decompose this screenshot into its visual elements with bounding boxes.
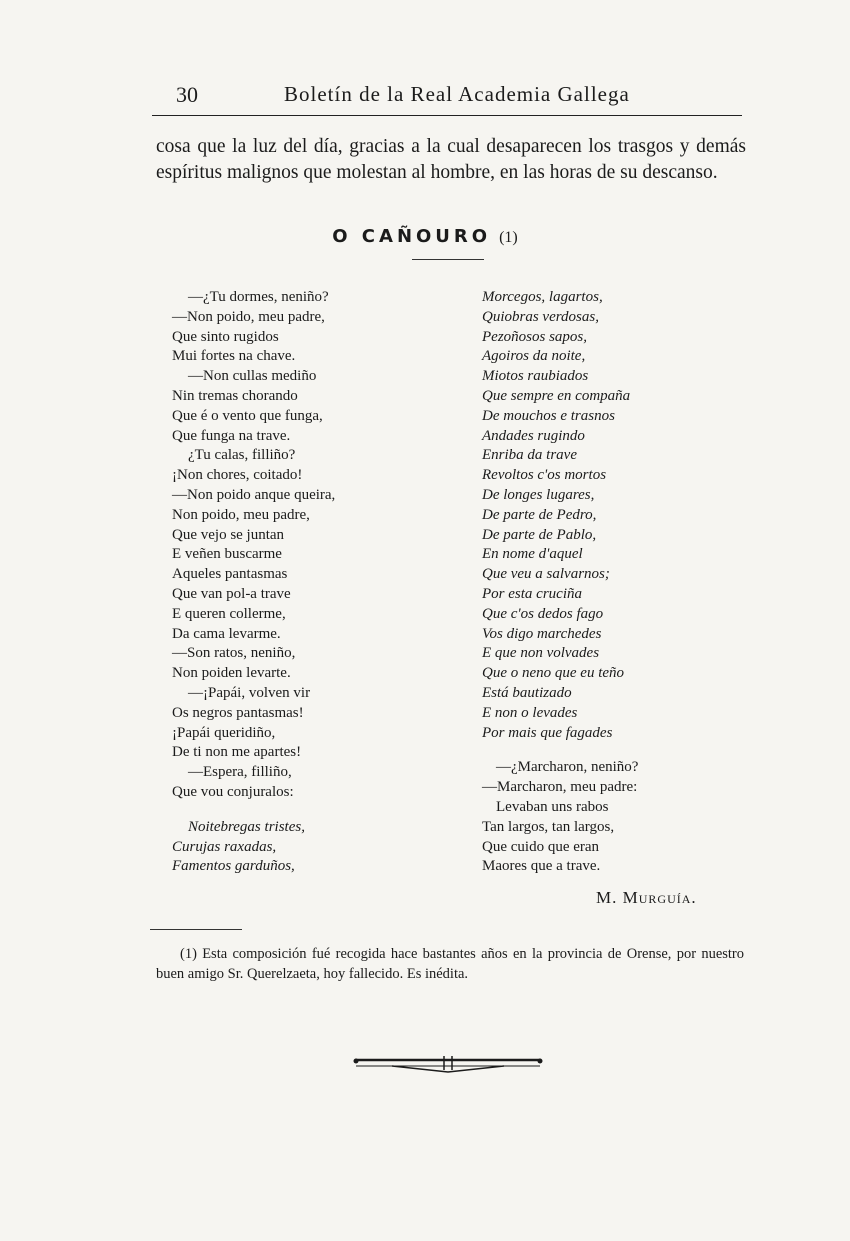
verse-line: De ti non me apartes! — [172, 744, 302, 761]
verse-line: Nin tremas chorando — [172, 387, 298, 404]
verse-line: Os negros pantasmas! — [172, 704, 304, 721]
verse-line: Que sempre en compaña — [482, 387, 631, 404]
verse-line: Que cuido que eran — [482, 838, 600, 855]
verse-line: Que c'os dedos fago — [482, 605, 604, 622]
verse-line: Noitebregas tristes, — [188, 818, 305, 835]
verse-line: Que vou conjuralos: — [172, 783, 294, 800]
verse-line: Por esta cruciña — [482, 585, 582, 602]
footnote-marker: (1) — [499, 229, 518, 246]
verse-line: Enriba da trave — [482, 447, 577, 464]
verse-line: E non o levades — [482, 704, 578, 721]
verse-line: Non poiden levarte. — [172, 665, 291, 682]
verse-line: —Espera, filliño, — [188, 764, 292, 781]
verse-line: Famentos garduños, — [172, 858, 295, 875]
verse-line: Que sinto rugidos — [172, 328, 279, 345]
verse-line: E queren collerme, — [172, 605, 286, 622]
verse-line: En nome d'aquel — [482, 546, 583, 563]
verse-line: —¿Marcharon, neniño? — [496, 759, 639, 776]
verse-line: Agoiros da noite, — [482, 348, 586, 365]
title-rule — [412, 259, 484, 260]
verse-line: Morcegos, lagartos, — [482, 289, 603, 305]
stanza-gap — [482, 743, 762, 758]
verse-line: ¡Papái queridiño, — [172, 724, 276, 741]
verse-line: —Son ratos, neniño, — [172, 645, 296, 662]
running-head — [152, 82, 742, 116]
verse-line: Que o neno que eu teño — [482, 665, 625, 682]
verse-line: Que funga na trave. — [172, 427, 291, 444]
header-rule — [152, 115, 742, 116]
verse-line: —¿Tu dormes, neniño? — [188, 289, 329, 305]
author-name: M. Murguía. — [596, 888, 697, 907]
verse-line: Quiobras verdosas, — [482, 308, 599, 325]
journal-title: Boletín de la Real Academia Gallega — [284, 82, 630, 106]
verse-line: De parte de Pedro, — [482, 506, 597, 523]
verse-line: Non poido, meu padre, — [172, 506, 310, 523]
verse-line: Aqueles pantasmas — [172, 566, 288, 583]
verse-line: Que van pol-a trave — [172, 585, 291, 602]
verse-line: Que veu a salvarnos; — [482, 566, 610, 583]
verse-line: Que vejo se juntan — [172, 526, 285, 543]
verse-line: Andades rugindo — [482, 427, 585, 444]
verse-line: De parte de Pablo, — [482, 526, 597, 543]
verse-line: Por mais que fagades — [482, 724, 613, 741]
verse-line: De longes lugares, — [482, 486, 595, 503]
poem-title-text: O CAÑOURO — [332, 226, 492, 247]
verse-line: Levaban uns rabos — [496, 798, 609, 815]
ornament-divider-icon — [352, 1052, 544, 1076]
verse-line: Que é o vento que funga, — [172, 407, 323, 424]
stanza-gap — [172, 803, 472, 818]
verse-line: Revoltos c'os mortos — [482, 467, 607, 484]
poem-right-column — [482, 288, 762, 877]
verse-line: Miotos raubiados — [482, 368, 589, 385]
verse-line: Mui fortes na chave. — [172, 348, 296, 365]
verse-line: ¿Tu calas, filliño? — [188, 447, 296, 464]
verse-line: Vos digo marchedes — [482, 625, 602, 642]
verse-line: —¡Papái, volven vir — [188, 684, 311, 701]
verse-line: —Non cullas mediño — [188, 368, 317, 385]
poem-left-column — [172, 288, 472, 877]
footnote-rule — [150, 929, 242, 930]
verse-line: ¡Non chores, coitado! — [172, 467, 303, 484]
verse-line: Está bautizado — [482, 684, 572, 701]
intro-paragraph: cosa que la luz del día, gracias a la cual desaparecen los trasgos y demás espíritus malignos que molestan al hombre, en las horas de su descanso. — [156, 136, 746, 183]
verse-line: —Non poido, meu padre, — [172, 308, 325, 325]
footnote: (1) Esta composición fué recogida hace bastantes años en la provincia de Orense, por nuestro buen amigo Sr. Querelzaeta, hoy fallecido. Es inédita. — [156, 946, 744, 982]
verse-line: De mouchos e trasnos — [482, 407, 615, 424]
verse-line: —Non poido anque queira, — [172, 486, 336, 503]
verse-line: Da cama levarme. — [172, 625, 281, 642]
page-number: 30 — [176, 82, 198, 107]
poem-title — [0, 226, 850, 247]
verse-line: E veñen buscarme — [172, 546, 282, 563]
verse-line: Tan largos, tan largos, — [482, 818, 615, 835]
verse-line: Maores que a trave. — [482, 858, 601, 875]
verse-line: Pezoñosos sapos, — [482, 328, 588, 345]
author-signature — [596, 888, 697, 908]
verse-line: E que non volvades — [482, 645, 600, 662]
verse-line: —Marcharon, meu padre: — [482, 779, 638, 796]
verse-line: Curujas raxadas, — [172, 838, 277, 855]
